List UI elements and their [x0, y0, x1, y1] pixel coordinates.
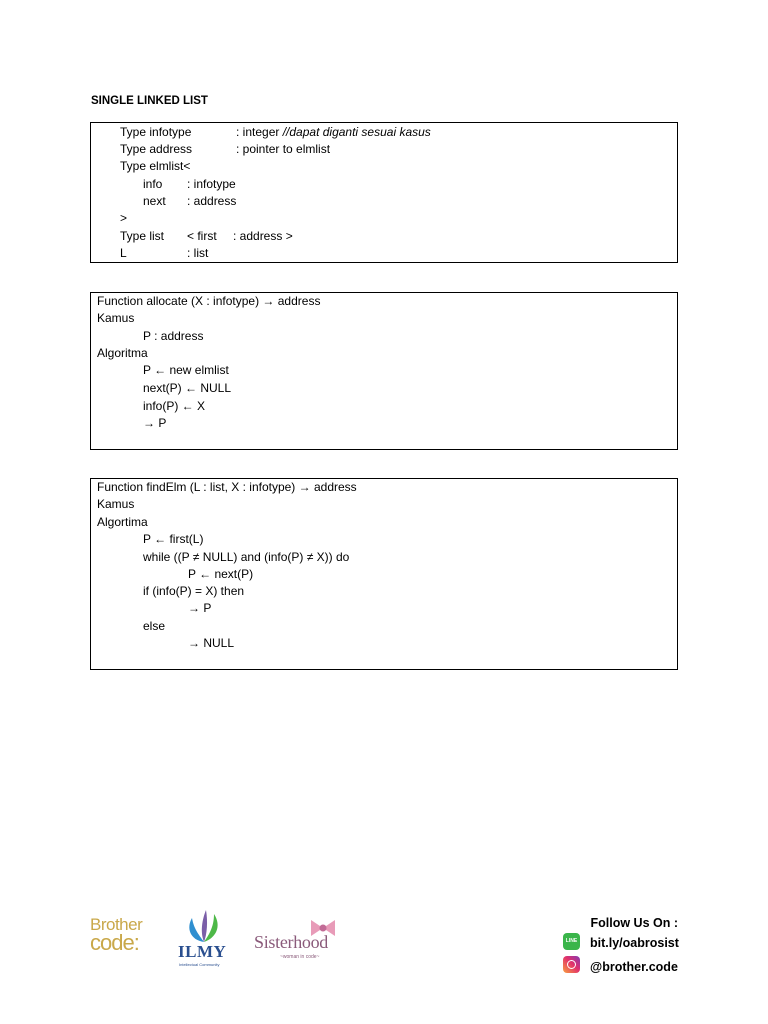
- l-variable: L: [120, 246, 127, 260]
- next-field: next: [143, 194, 166, 208]
- findelm-line-2: while ((P ≠ NULL) and (info(P) ≠ X)) do: [143, 550, 350, 564]
- findelm-header: Function findElm (L : list, X : infotype) → address: [97, 480, 357, 494]
- findelm-line-3: P ← next(P): [188, 567, 254, 581]
- allocate-line-1: P ← new elmlist: [143, 363, 229, 377]
- findelm-line-6: else: [143, 619, 166, 633]
- allocate-kamus: Kamus: [97, 311, 135, 325]
- infotype-type: : integer: [236, 125, 283, 139]
- follow-us-label: Follow Us On :: [590, 916, 678, 930]
- instagram-link[interactable]: @brother.code: [590, 960, 678, 974]
- info-field-value: : infotype: [187, 177, 236, 191]
- ilmy-logo-subtext: Intellectual Community: [179, 962, 220, 967]
- findelm-function-box: [90, 478, 678, 670]
- type-infotype-label: Type infotype: [120, 125, 192, 139]
- type-elmlist-label: Type elmlist<: [120, 159, 191, 173]
- info-field: info: [143, 177, 163, 191]
- allocate-function-box: [90, 292, 678, 450]
- allocate-p-decl: P : address: [143, 329, 204, 343]
- sisterhood-logo-text: Sisterhood: [254, 932, 329, 952]
- findelm-line-7: → NULL: [188, 636, 235, 650]
- brother-code-logo: [90, 916, 158, 958]
- ilmy-logo: [176, 908, 232, 970]
- list-first: < first: [187, 229, 217, 243]
- findelm-kamus: Kamus: [97, 497, 135, 511]
- sisterhood-logo: [254, 918, 340, 962]
- ilmy-leaf-icon: [176, 908, 232, 944]
- line-icon: [563, 933, 580, 950]
- allocate-line-4: → P: [143, 416, 167, 430]
- brother-code-logo-line-2: code:: [90, 930, 139, 955]
- allocate-line-3: info(P) ← X: [143, 399, 206, 413]
- findelm-line-5: → P: [188, 601, 212, 615]
- findelm-algoritma: Algortima: [97, 515, 148, 529]
- list-first-value: : address >: [233, 229, 293, 243]
- address-value: : pointer to elmlist: [236, 142, 331, 156]
- elmlist-close: >: [120, 211, 128, 225]
- instagram-icon: [563, 956, 580, 973]
- infotype-value: [236, 125, 431, 139]
- type-declaration-box: [90, 122, 678, 263]
- line-link[interactable]: bit.ly/oabrosist: [590, 936, 679, 950]
- infotype-comment: //dapat diganti sesuai kasus: [282, 125, 431, 139]
- line-icon-text: LINE: [565, 938, 578, 944]
- allocate-line-2: next(P) ← NULL: [143, 381, 232, 395]
- l-variable-value: : list: [187, 246, 209, 260]
- sisterhood-logo-subtext: ~woman in code~: [280, 954, 320, 960]
- ilmy-logo-text: ILMY: [178, 942, 227, 961]
- findelm-line-4: if (info(P) = X) then: [143, 584, 245, 598]
- page-title: SINGLE LINKED LIST: [91, 95, 208, 107]
- instagram-icon-lens: [567, 960, 576, 969]
- type-address-label: Type address: [120, 142, 193, 156]
- type-list-label: Type list: [120, 229, 165, 243]
- brother-code-logo-line-1: Brother: [90, 915, 143, 934]
- next-field-value: : address: [187, 194, 237, 208]
- allocate-header: Function allocate (X : infotype) → address: [97, 294, 321, 308]
- allocate-algoritma: Algoritma: [97, 346, 148, 360]
- findelm-line-1: P ← first(L): [143, 532, 204, 546]
